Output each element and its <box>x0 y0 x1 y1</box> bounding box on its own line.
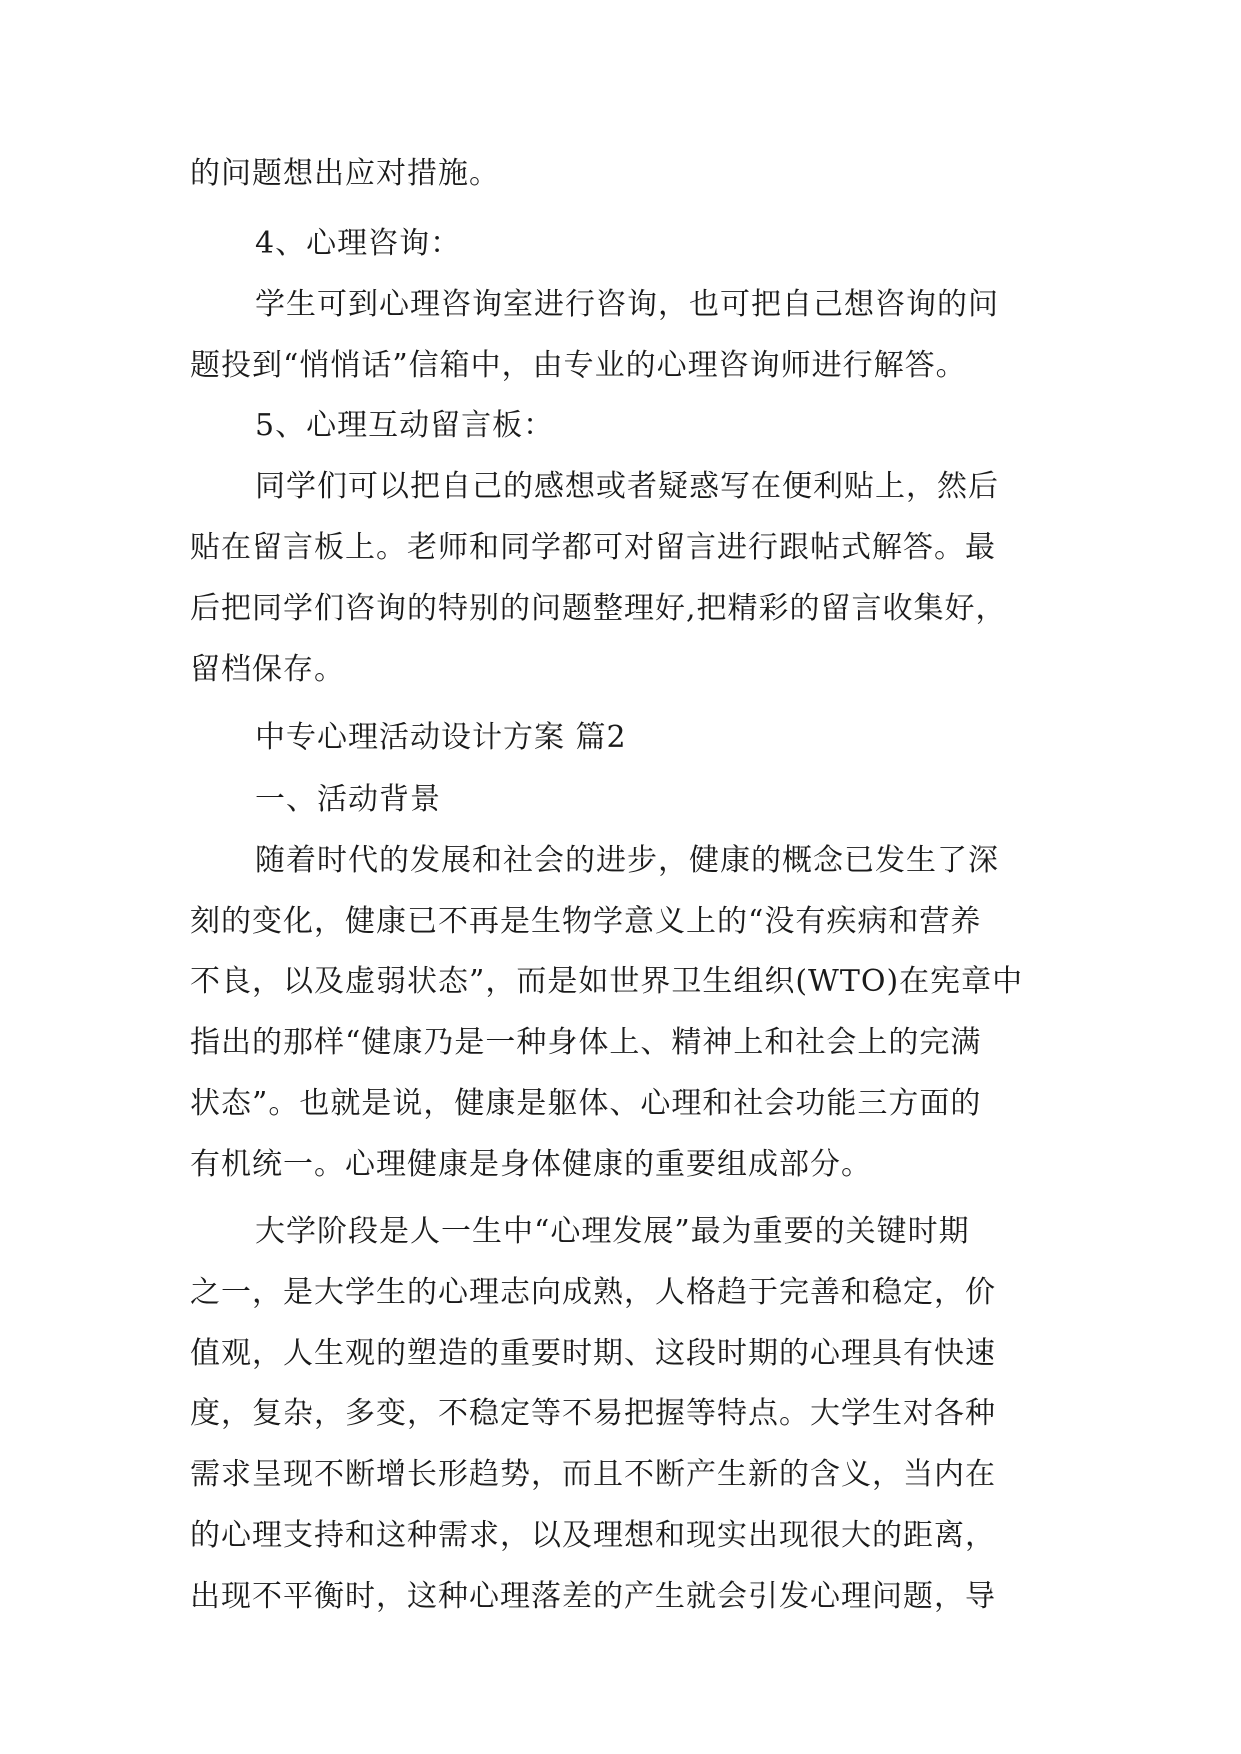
paragraph-line: 之一，是大学生的心理志向成熟，人格趋于完善和稳定，价 <box>190 1275 996 1310</box>
paragraph-line: 需求呈现不断增长形趋势，而且不断产生新的含义，当内在 <box>190 1457 996 1492</box>
paragraph-line: 题投到“悄悄话”信箱中，由专业的心理咨询师进行解答。 <box>190 348 967 383</box>
section-heading: 一、活动背景 <box>255 782 441 817</box>
paragraph-line: 留档保存。 <box>190 652 345 687</box>
paragraph-line: 同学们可以把自己的感想或者疑惑写在便利贴上，然后 <box>255 469 999 504</box>
document-title: 中专心理活动设计方案 篇2 <box>255 720 627 755</box>
paragraph-line: 刻的变化，健康已不再是生物学意义上的“没有疾病和营养 <box>190 904 982 939</box>
paragraph-line: 指出的那样“健康乃是一种身体上、精神上和社会上的完满 <box>190 1025 982 1060</box>
paragraph-line: 状态”。也就是说，健康是躯体、心理和社会功能三方面的 <box>190 1086 982 1121</box>
paragraph-line: 大学阶段是人一生中“心理发展”最为重要的关键时期 <box>255 1214 970 1249</box>
paragraph-line: 的心理支持和这种需求，以及理想和现实出现很大的距离， <box>190 1518 996 1553</box>
paragraph-line: 不良，以及虚弱状态”，而是如世界卫生组织(WTO)在宪章中 <box>190 964 1024 999</box>
paragraph-line: 出现不平衡时，这种心理落差的产生就会引发心理问题，导 <box>190 1579 996 1614</box>
section-heading: 4、心理咨询： <box>255 226 462 261</box>
paragraph-line: 后把同学们咨询的特别的问题整理好,把精彩的留言收集好， <box>190 591 1007 626</box>
paragraph-line: 度，复杂，多变，不稳定等不易把握等特点。大学生对各种 <box>190 1396 996 1431</box>
paragraph-line: 有机统一。心理健康是身体健康的重要组成部分。 <box>190 1147 872 1182</box>
section-heading: 5、心理互动留言板： <box>255 408 555 443</box>
paragraph-line: 随着时代的发展和社会的进步，健康的概念已发生了深 <box>255 843 999 878</box>
paragraph-line: 贴在留言板上。老师和同学都可对留言进行跟帖式解答。最 <box>190 530 996 565</box>
paragraph-line: 的问题想出应对措施。 <box>190 156 500 191</box>
paragraph-line: 学生可到心理咨询室进行咨询，也可把自己想咨询的问 <box>255 287 999 322</box>
paragraph-line: 值观，人生观的塑造的重要时期、这段时期的心理具有快速 <box>190 1336 996 1371</box>
